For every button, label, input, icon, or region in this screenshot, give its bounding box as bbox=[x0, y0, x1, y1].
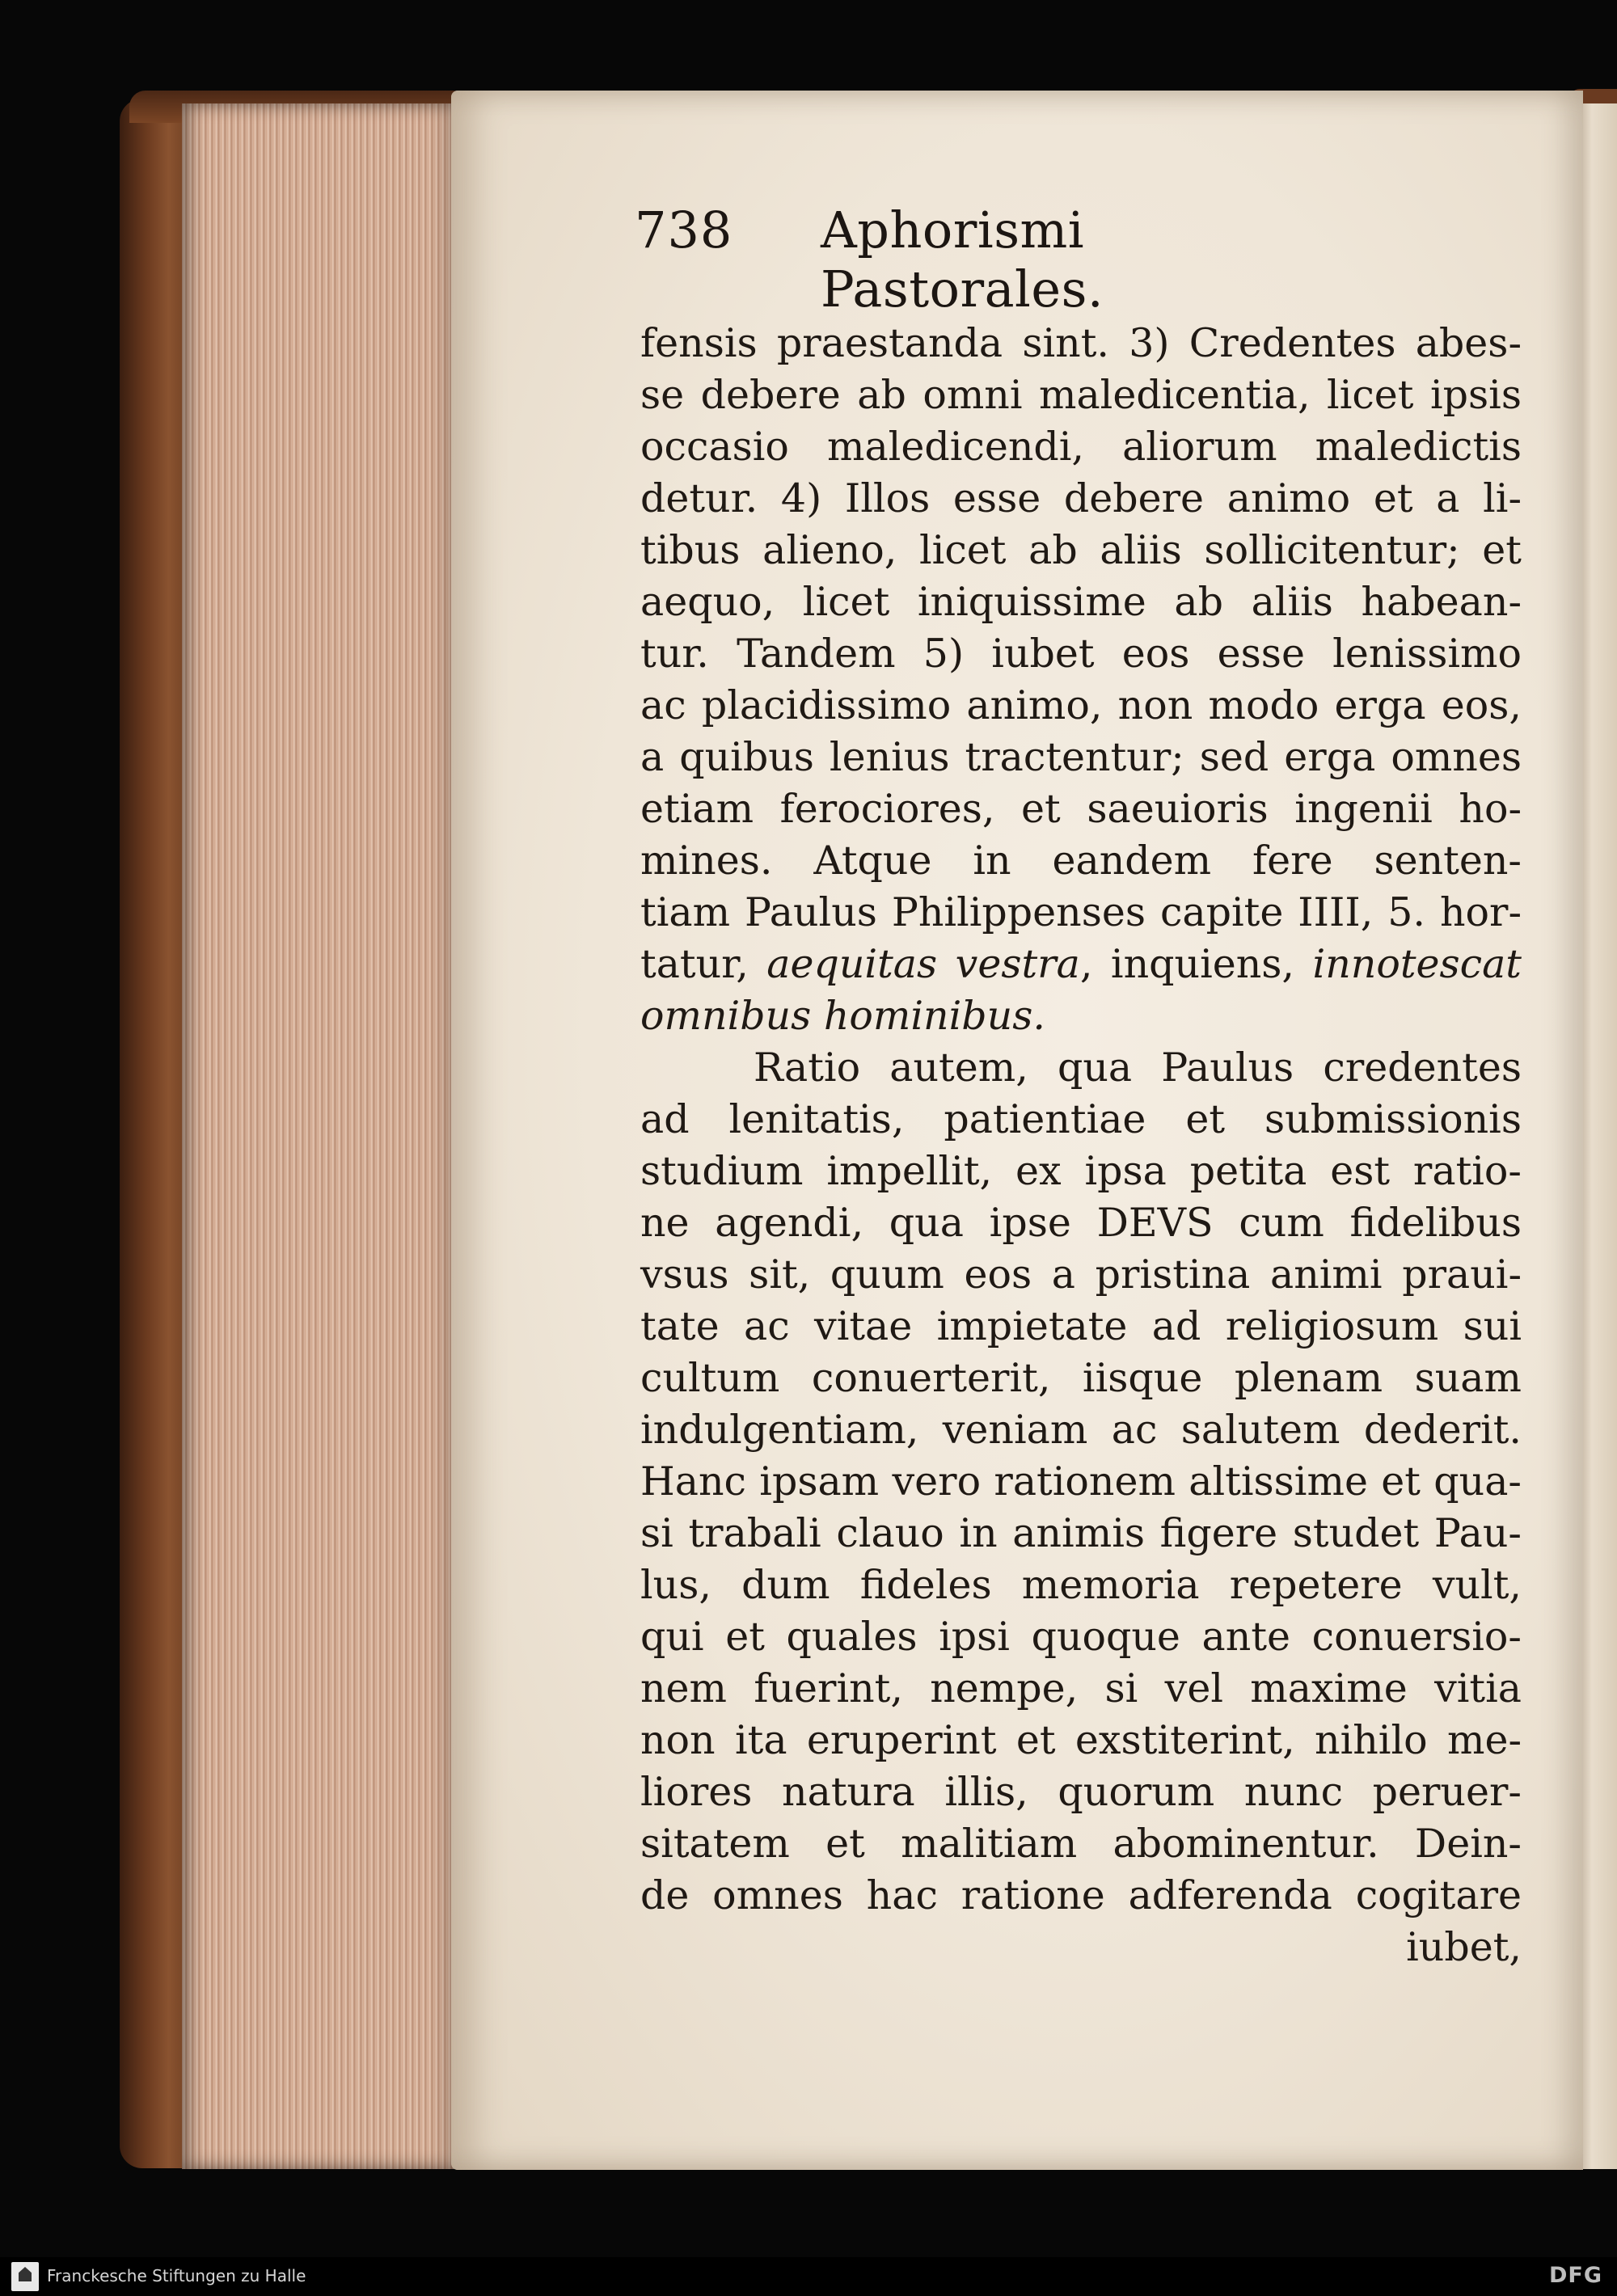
text-line: nem fuerint, nempe, si vel maxime vitia bbox=[640, 1665, 1522, 1711]
page-number: 738 bbox=[635, 200, 733, 260]
text-line: tibus alieno, licet ab aliis sollicitentur; et bbox=[640, 527, 1522, 573]
running-title: Aphorismi Pastorales. bbox=[821, 200, 1104, 319]
text-line: studium impellit, ex ipsa petita est ratio- bbox=[640, 1148, 1522, 1194]
text-line: tate ac vitae impietate ad religiosum sui bbox=[640, 1303, 1522, 1349]
italic-run: innotescat bbox=[1312, 941, 1522, 987]
paragraph-start-line: Ratio autem, qua Paulus credentes bbox=[754, 1045, 1522, 1091]
text-line: vsus sit, quum eos a pristina animi praui- bbox=[640, 1251, 1522, 1298]
text-line: Hanc ipsam vero rationem altissime et qua- bbox=[640, 1458, 1522, 1505]
text-line-italic: omnibus hominibus. bbox=[640, 993, 1045, 1039]
page-header bbox=[635, 200, 1362, 319]
text-line: se debere ab omni maledicentia, licet ipsis bbox=[640, 372, 1522, 418]
footer-bar bbox=[0, 2257, 1617, 2296]
text-run: , inquiens, bbox=[1079, 941, 1295, 987]
institution-name: Franckesche Stiftungen zu Halle bbox=[47, 2266, 306, 2285]
text-line: ne agendi, qua ipse DEVS cum fidelibus bbox=[640, 1200, 1522, 1246]
text-line: tur. Tandem 5) iubet eos esse lenissimo bbox=[640, 631, 1522, 677]
catchword: iubet, bbox=[1406, 1924, 1522, 1970]
text-run: tatur, bbox=[640, 941, 749, 987]
text-line: qui et quales ipsi quoque ante conuersio- bbox=[640, 1614, 1522, 1660]
text-line: detur. 4) Illos esse debere animo et a li- bbox=[640, 475, 1522, 521]
body-text bbox=[640, 318, 1522, 1973]
text-line: de omnes hac ratione adferenda cogitare bbox=[640, 1872, 1522, 1918]
text-line: sitatem et malitiam abominentur. Dein- bbox=[640, 1821, 1522, 1867]
institution-logo-icon bbox=[11, 2262, 39, 2291]
text-line: aequo, licet iniquissime ab aliis habean- bbox=[640, 579, 1522, 625]
text-line: etiam ferociores, et saeuioris ingenii ho- bbox=[640, 786, 1522, 832]
text-line: liores natura illis, quorum nunc peruer- bbox=[640, 1769, 1522, 1815]
text-line: ac placidissimo animo, non modo erga eos, bbox=[640, 682, 1522, 728]
text-line: indulgentiam, veniam ac salutem dederit. bbox=[640, 1407, 1522, 1453]
text-line: mines. Atque in eandem fere senten- bbox=[640, 838, 1522, 884]
text-line: cultum conuerterit, iisque plenam suam bbox=[640, 1355, 1522, 1401]
text-line-mixed bbox=[640, 939, 1522, 990]
text-line: lus, dum fideles memoria repetere vult, bbox=[640, 1562, 1522, 1608]
text-line: ad lenitatis, patientiae et submissionis bbox=[640, 1096, 1522, 1142]
text-line: occasio maledicendi, aliorum maledictis bbox=[640, 424, 1522, 470]
text-line: a quibus lenius tractentur; sed erga omnes bbox=[640, 734, 1522, 780]
page-edges bbox=[182, 103, 457, 2169]
dfg-logo: DFG bbox=[1548, 2263, 1602, 2288]
text-line: fensis praestanda sint. 3) Credentes abes- bbox=[640, 320, 1522, 366]
text-line: non ita eruperint et exstiterint, nihilo me- bbox=[640, 1717, 1522, 1763]
italic-run: aequitas vestra bbox=[766, 941, 1080, 987]
text-line: tiam Paulus Philippenses capite IIII, 5. hor- bbox=[640, 889, 1522, 935]
text-line: si trabali clauo in animis figere studet Pau- bbox=[640, 1510, 1522, 1556]
